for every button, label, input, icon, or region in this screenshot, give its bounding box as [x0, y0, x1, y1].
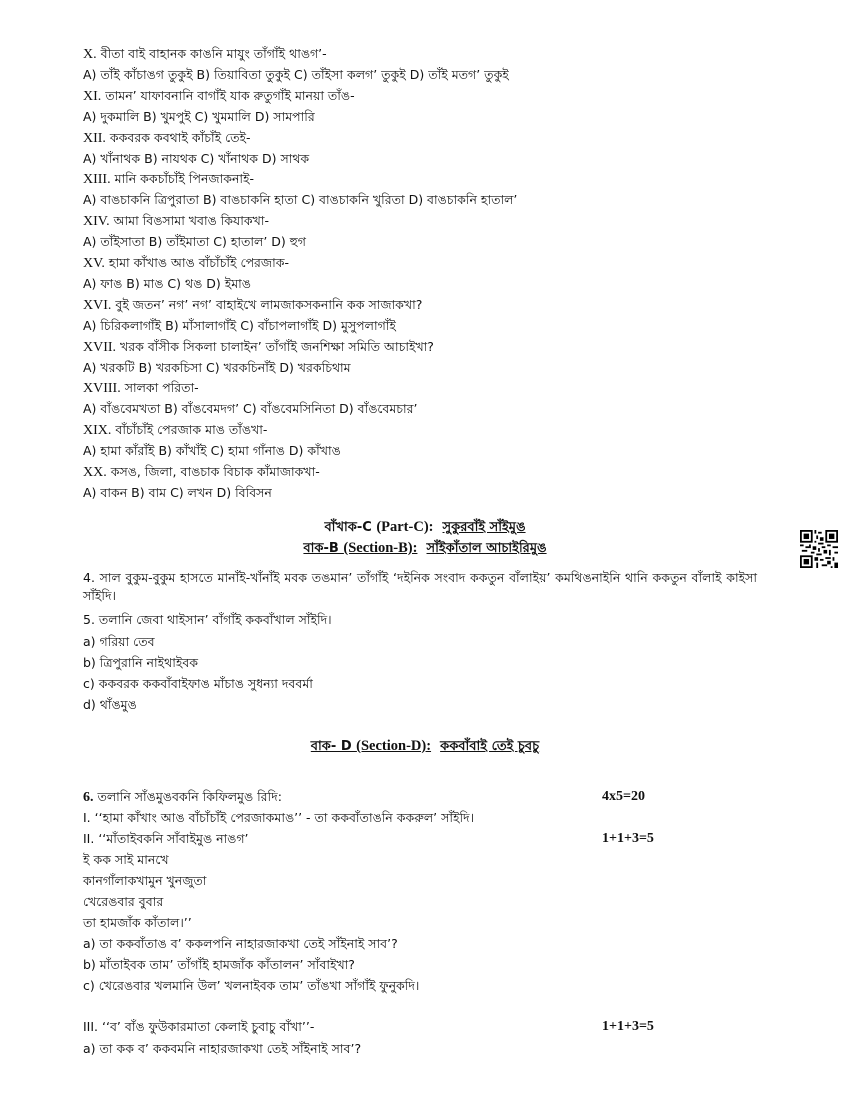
question-6-iii-a: a) তা কক ব’ ককবমনি নাহারজাকখা তেই সাঁইনাই সাব’? — [83, 1041, 362, 1056]
question-6-marks: 4x5=20 — [602, 789, 645, 804]
mcq-question — [83, 130, 251, 147]
section-d-title: ককবাঁবাই তেই চুবচু — [440, 739, 540, 754]
mcq-question-text: বুই জতন’ নগ’ নগ’ বাহাইখে লামজাকসকনানি কক সাজাকখা? — [115, 296, 423, 312]
mcq-question-text: হামা কাঁখাঙ আঙ বাঁচাঁচাঁই পেরজাক- — [108, 255, 289, 270]
mcq-question-text: বীতা বাই বাহানক কাঙনি মাযুং তাঁগাঁই থাঙগ’- — [100, 46, 327, 61]
question-6-ii-b: b) মাঁতাইবক তাম’ তাঁগাঁই হামজাঁক কাঁতালন’ সাঁবাইখা? — [83, 957, 355, 972]
mcq-question — [83, 464, 320, 481]
question-4: 4. সাল বুকুম-বুকুম হাসতে মানাঁই-খাঁনাঁই মবক তঙমান’ তাঁগাঁই ‘দইনিক সংবাদ ককতুন বাঁলাইয়’ কমথিঙনাইনি থানি ককতুন বাঁলাই কাইসা সাঁইদি। — [83, 570, 757, 603]
mcq-question — [83, 297, 422, 314]
mcq-options: A) তাঁই কাঁচাঙগ তুকুই B) তিয়াবিতা তুকুই C) তাঁইসা কলগ’ তুকুই D) তাঁই মতগ’ তুকুই — [83, 66, 509, 82]
poem-line-4: তা হামজাঁক কাঁতাল।’’ — [83, 915, 192, 930]
mcq-question-text: সালকা পরিতা- — [124, 380, 199, 396]
mcq-question-text: খরক বাঁসীক সিকলা চালাইন’ তাঁগাঁই জনশিক্ষা সমিতি আচাইখা? — [120, 338, 434, 354]
mcq-question — [83, 88, 355, 105]
question-5-option-c: c) ককবরক ককবাঁবাইফাঙ মাঁচাঙ সুধন্যা দববর্মা — [83, 676, 313, 691]
mcq-options: A) হামা কাঁরাঁই B) কাঁখাঁই C) হামা গাঁনাঙ D) কাঁখাঙ — [83, 443, 341, 459]
part-c-prefix: বাঁখাক-C — [324, 520, 377, 535]
mcq-question-text: ককবরক কবথাই কাঁচাঁই তেই- — [109, 129, 251, 145]
mcq-question — [83, 46, 327, 63]
section-d-prefix: বাক- D — [310, 739, 357, 754]
mcq-options: A) চিরিকলাগাঁই B) মাঁসালাগাঁই C) বাঁচাপলাগাঁই D) মুসুপলাগাঁই — [83, 317, 396, 333]
part-c-en: (Part-C): — [376, 519, 434, 535]
section-b-title: সাঁইকাঁতাল আচাইরিমুঙ — [426, 541, 547, 556]
question-6-ii-marks: 1+1+3=5 — [602, 831, 654, 846]
mcq-question-number: XVI. — [83, 297, 112, 313]
mcq-question-number: XV. — [83, 256, 105, 271]
mcq-question — [83, 380, 199, 397]
question-6-ii: II. ‘‘মাঁতাইবকনি সাঁবাইমুঙ নাঙগ’ — [83, 831, 249, 846]
mcq-question-text: মানি ককচাঁচাঁই পিনজাকনাই- — [114, 171, 255, 187]
question-6-iii-marks: 1+1+3=5 — [602, 1019, 654, 1034]
question-6-number: 6. — [83, 790, 94, 805]
mcq-options: A) ফাঙ B) মাঙ C) থঙ D) ইমাঙ — [83, 275, 251, 291]
mcq-question-text: বাঁচাঁচাঁই পেরজাক মাঙ তাঁঙখা- — [115, 422, 268, 438]
mcq-options: A) তাঁইসাতা B) তাঁইমাতা C) হাতাল’ D) হুগ — [83, 234, 306, 250]
question-6-ii-a: a) তা ককবাঁতাঙ ব’ ককলপনি নাহারজাকখা তেই সাঁইনাই সাব’? — [83, 936, 398, 951]
section-d-en: (Section-D): — [356, 738, 432, 754]
mcq-options: A) বাকন B) বাম C) লখন D) বিবিসন — [83, 484, 272, 500]
poem-line-2: কানগাঁলাকখামুন খুনজুতা — [83, 873, 207, 888]
question-5-option-a: a) গরিয়া তেব — [83, 634, 155, 649]
mcq-question — [83, 171, 254, 188]
mcq-question-number: XVII. — [83, 339, 117, 355]
mcq-question — [83, 422, 267, 439]
mcq-options: A) খাঁনাথক B) নাযথক C) খাঁনাথক D) সাথক — [83, 150, 310, 166]
mcq-question — [83, 339, 434, 356]
mcq-question-number: XIX. — [83, 423, 112, 439]
mcq-question-number: XI. — [83, 88, 102, 104]
question-6-i: I. ‘‘হামা কাঁখাং আঙ বাঁচাঁচাঁই পেরজাকমাঙ’’ - তা ককবাঁতাঙনি ককরুল’ সাঁইদি। — [83, 810, 475, 825]
mcq-question-number: XIII. — [83, 172, 111, 188]
mcq-question-number: XX. — [83, 465, 107, 480]
poem-line-1: ই কক সাই মানখে — [83, 852, 169, 867]
qr-code-icon — [800, 530, 838, 568]
mcq-options: A) বাঁঙবেমখতা B) বাঁঙবেমদগ’ C) বাঁঙবেমসিনিতা D) বাঁঙবেমচার’ — [83, 401, 418, 417]
section-b-prefix: বাক-B — [303, 541, 344, 556]
mcq-options: A) দুকমালি B) খুমপুই C) খুমমালি D) সামপারি — [83, 108, 315, 124]
question-6 — [83, 789, 282, 806]
section-b-heading — [0, 539, 850, 558]
mcq-options: A) খরকটি B) খরকচিসা C) খরকচিনাঁই D) খরকচিথাম — [83, 359, 351, 375]
mcq-options: A) বাঙচাকনি ত্রিপুরাতা B) বাঙচাকনি হাতা C) বাঙচাকনি খুরিতা D) বাঙচাকনি হাতাল’ — [83, 192, 518, 208]
question-5-option-b: b) ত্রিপুরানি নাইথাইবক — [83, 655, 199, 670]
mcq-question-text: আমা বিঙসামা খবাঙ কিযাকখা- — [113, 213, 269, 229]
mcq-question-number: X. — [83, 47, 97, 62]
question-6-ii-c: c) খেরেঙবার খলমানি উল’ খলনাইবক তাম’ তাঁঙখা সাঁগাঁই ফুনুকদি। — [83, 978, 420, 993]
mcq-question-text: কসঙ, জিলা, বাঙচাক বিচাক কাঁমাজাকখা- — [110, 464, 320, 479]
mcq-question — [83, 213, 269, 230]
mcq-question-number: XIV. — [83, 214, 110, 230]
section-b-en: (Section-B): — [343, 540, 418, 556]
mcq-question-text: তামন’ যাফাবনানি বাগাঁই যাক রুতুগাঁই মানয়া তাঁঙ- — [105, 87, 355, 103]
question-6-text: তলানি সাঁঙমুঙবকনি কিফিলমুঙ রিদি: — [93, 789, 282, 804]
poem-line-3: খেরেঙবার বুবার — [83, 894, 164, 909]
question-5-option-d: d) থাঁঙমুঙ — [83, 697, 137, 712]
question-5: 5. তলানি জেবা থাইসান’ বাঁগাঁই ককবাঁখাল সাঁইদি। — [83, 612, 332, 627]
mcq-question-number: XVIII. — [83, 381, 121, 397]
mcq-question — [83, 255, 289, 272]
question-6-iii: III. ‘‘ব’ বাঁঙ ফুউকারমাতা কেলাই চুবাচু বাঁখা’’- — [83, 1019, 315, 1034]
part-c-heading — [0, 518, 850, 537]
section-d-heading — [0, 737, 850, 756]
mcq-question-number: XII. — [83, 130, 106, 146]
part-c-title: সুকুরবাঁই সাঁইমুঙ — [442, 520, 526, 535]
